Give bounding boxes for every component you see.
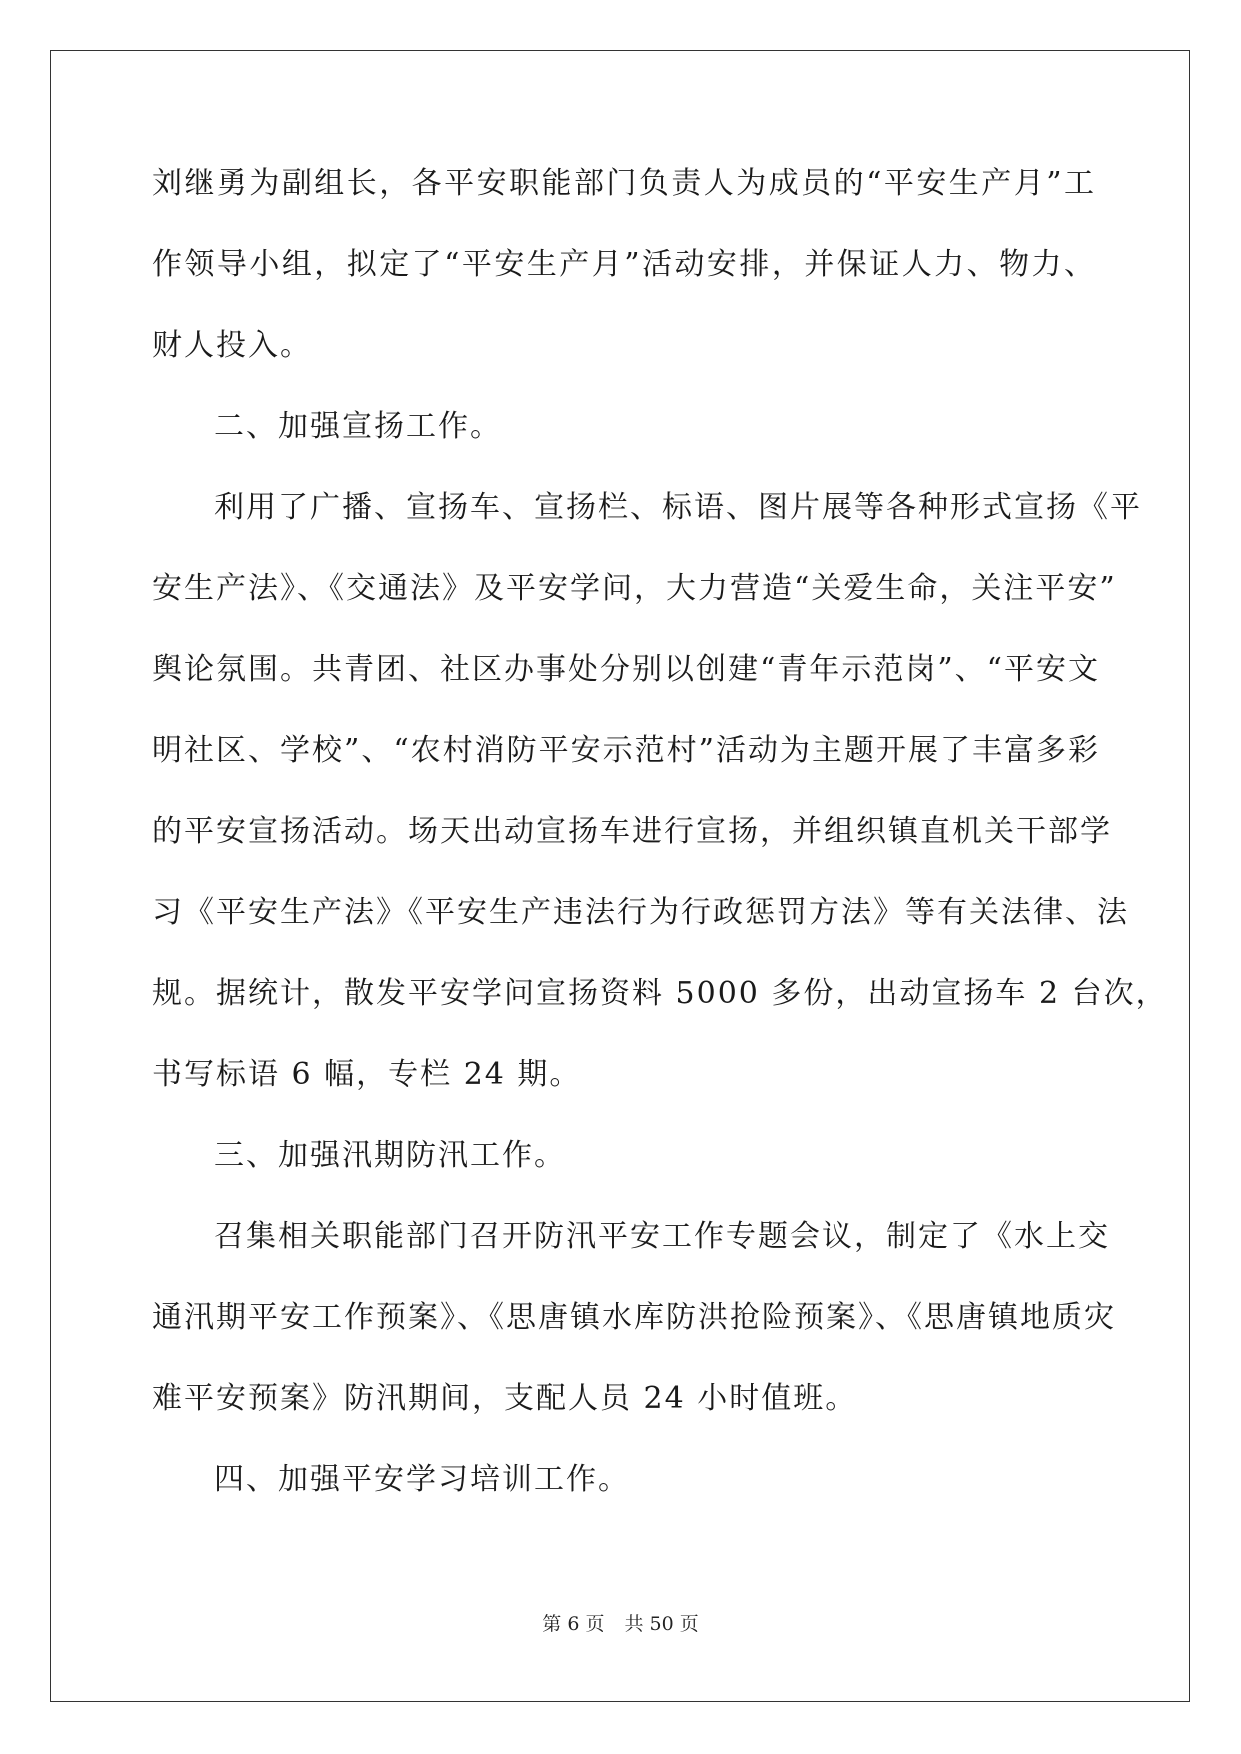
text-line-1: 刘继勇为副组长，各平安职能部门负责人为成员的“平安生产月”工 — [152, 166, 1096, 201]
document-body — [152, 166, 1168, 1543]
text-line-3: 财人投入。 — [152, 328, 312, 363]
text-line-7: 舆论氛围。共青团、社区办事处分别以创建“青年示范岗”、“平安文 — [152, 652, 1101, 687]
text-line-11: 规。据统计，散发平安学问宣扬资料 5000 多份，出动宣扬车 2 台次， — [152, 976, 1168, 1011]
section-heading-4: 四、加强平安学习培训工作。 — [214, 1462, 630, 1497]
text-line-9: 的平安宣扬活动。场天出动宣扬车进行宣扬，并组织镇直机关干部学 — [152, 814, 1112, 849]
text-line-15: 通汛期平安工作预案》、《思唐镇水库防洪抢险预案》、《思唐镇地质灾 — [152, 1300, 1116, 1335]
text-line-8: 明社区、学校”、“农村消防平安示范村”活动为主题开展了丰富多彩 — [152, 733, 1101, 768]
text-line-16: 难平安预案》防汛期间，支配人员 24 小时值班。 — [152, 1381, 858, 1416]
text-line-6: 安生产法》、《交通法》及平安学问，大力营造“关爱生命，关注平安” — [152, 571, 1117, 606]
text-line-12: 书写标语 6 幅，专栏 24 期。 — [152, 1057, 582, 1092]
section-heading-3: 三、加强汛期防汛工作。 — [214, 1138, 566, 1173]
page-number: 第 6 页 — [542, 1613, 605, 1635]
section-heading-2: 二、加强宣扬工作。 — [214, 409, 502, 444]
text-line-5: 利用了广播、宣扬车、宣扬栏、标语、图片展等各种形式宣扬《平 — [214, 490, 1142, 525]
text-line-2: 作领导小组，拟定了“平安生产月”活动安排，并保证人力、物力、 — [152, 247, 1096, 282]
page-total: 共 50 页 — [624, 1613, 699, 1635]
text-line-14: 召集相关职能部门召开防汛平安工作专题会议，制定了《水上交 — [214, 1219, 1110, 1254]
text-line-10: 习《平安生产法》《平安生产违法行为行政惩罚方法》等有关法律、法 — [152, 895, 1129, 930]
page-footer — [0, 1612, 1241, 1636]
